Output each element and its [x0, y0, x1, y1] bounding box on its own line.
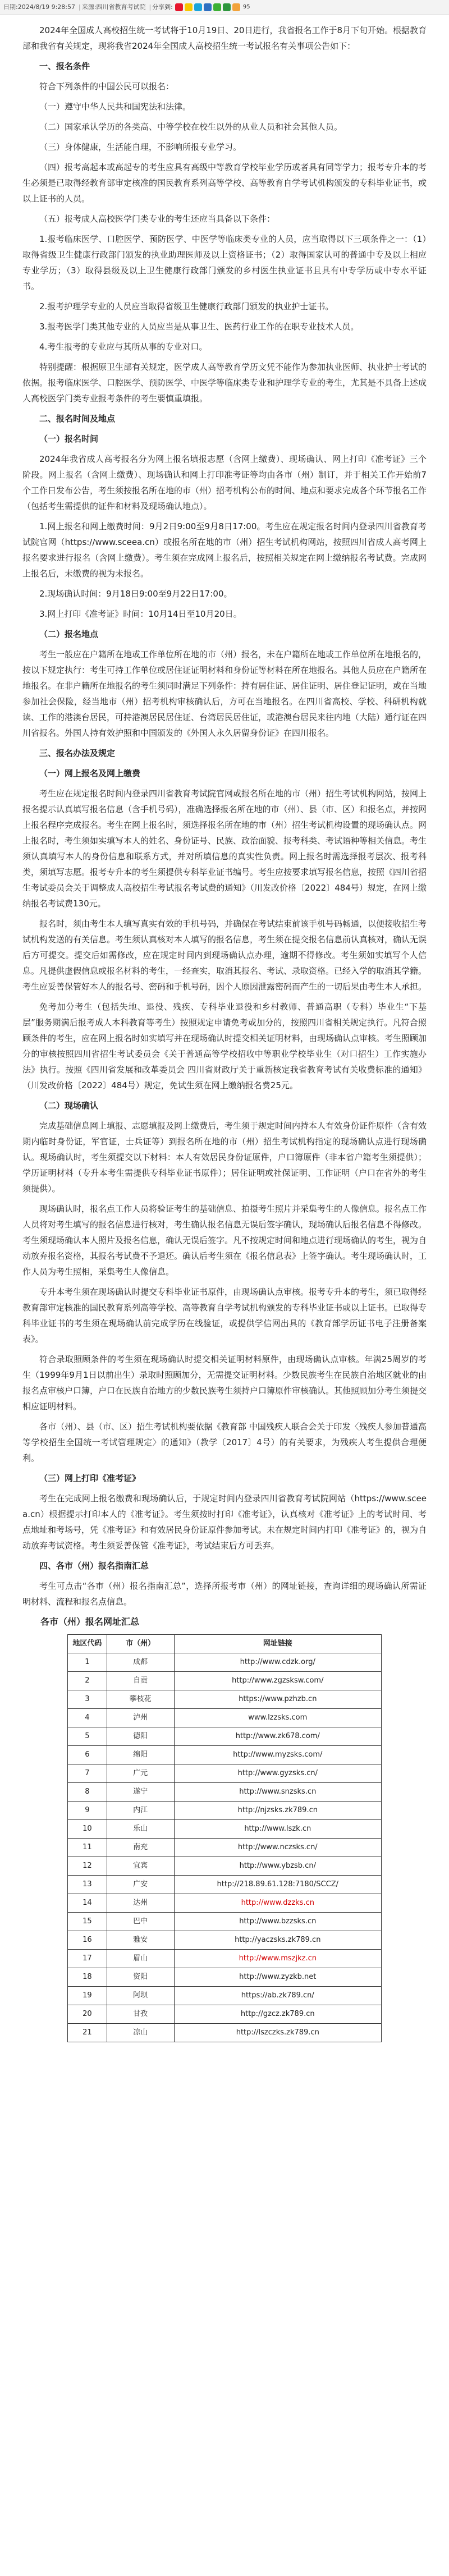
separator: | [149, 3, 152, 11]
table-row [68, 1746, 382, 1764]
table-row [68, 2024, 382, 2042]
url-link[interactable]: http://218.89.61.128:7180/SCCZ/ [174, 1876, 381, 1894]
table-row [68, 1894, 382, 1913]
section-heading: 三、报名办法及规定 [39, 748, 116, 758]
paragraph: （五）报考成人高校医学门类专业的考生还应当具备以下条件： [39, 214, 276, 224]
share-icons [175, 0, 250, 15]
region-code-cell: 6 [68, 1746, 107, 1764]
url-link[interactable]: http://www.zk678.com/ [174, 1727, 381, 1746]
table-row [68, 1968, 382, 1987]
city-cell: 自贡 [107, 1672, 174, 1690]
douban-share-icon[interactable] [223, 3, 231, 11]
region-code-cell: 1 [68, 1653, 107, 1672]
city-cell: 眉山 [107, 1950, 174, 1968]
url-link[interactable]: http://www.mszjkz.cn [174, 1950, 381, 1968]
city-cell: 宜宾 [107, 1857, 174, 1876]
paragraph: 1.网上报名和网上缴费时间：9月2日9:00至9月8日17:00。考生应在规定报名时间内登录四川省教育考试院官网（https://www.sceea.cn）或报名所在地的市（州）招生考试机构网站，按照四川省成人高考网上报名要求进行报名（含网上缴费）。考生须在完成网上报名后，按照相关规定在网上缴纳报名考试费。完成网上报名后，未缴费的视为未报名。 [22, 521, 427, 579]
city-cell: 甘孜 [107, 2005, 174, 2024]
table-row [68, 1950, 382, 1968]
url-link[interactable]: http://gzcz.zk789.cn [174, 2005, 381, 2024]
wechat-share-icon[interactable] [213, 3, 221, 11]
url-link[interactable]: www.lzzsks.com [174, 1709, 381, 1727]
table-row [68, 1653, 382, 1672]
city-cell: 攀枝花 [107, 1690, 174, 1709]
paragraph: 特别提醒：根据原卫生部有关规定，医学成人高等教育学历文凭不能作为参加执业医师、执业护士考试的依据。报考临床医学、口腔医学、预防医学、中医学等临床类专业和护理学专业的考生，尤其是不具备上述成人高校医学门类专业报考条件的考生要慎重填报。 [22, 362, 427, 404]
city-cell: 乐山 [107, 1820, 174, 1839]
table-row [68, 1690, 382, 1709]
city-cell: 绵阳 [107, 1746, 174, 1764]
table-row [68, 2005, 382, 2024]
subsection-heading: （三）网上打印《准考证》 [39, 1473, 141, 1483]
paragraph: 2024年我省成人高考报名分为网上报名填报志愿（含网上缴费）、现场确认、网上打印《准考证》三个阶段。网上报名（含网上缴费）、现场确认和网上打印准考证等均由各市（州）制订，并于相关工作开始前7个工作日发布公告，考生须按报名所在地的市（州）招考机构公布的时间、地点和要求完成各个环节报名工作（包括考生需提供的证件和材料及现场确认地点）。 [22, 454, 427, 511]
city-cell: 雅安 [107, 1931, 174, 1950]
paragraph: 2.现场确认时间：9月18日9:00至9月22日17:00。 [39, 589, 232, 599]
region-code-cell: 15 [68, 1913, 107, 1931]
city-cell: 南充 [107, 1839, 174, 1857]
paragraph: 3.网上打印《准考证》时间：10月14日至10月20日。 [39, 609, 242, 619]
region-code-cell: 18 [68, 1968, 107, 1987]
table-row [68, 1913, 382, 1931]
city-cell: 阿坝 [107, 1987, 174, 2005]
paragraph: 考生应在规定报名时间内登录四川省教育考试院官网或报名所在地的市（州）招生考试机构网站，按网上报名提示认真填写报名信息（含手机号码），准确选择报名所在地的市（州）、县（市、区）和报名点，并按网上报名程序完成报名。考生在网上报名时，须选择报名所在地的市（州）招生考试机构设置的现场确认点。网上报名时，考生须如实填写本人的姓名、身份证号、民族、政治面貌、报考科类、考试语种等相关信息。考生须认真填写本人的身份信息和联系方式，并对所填信息的真实性负责。网上报名时需选择报考层次、报考科类，须填写志愿。报考专升本的考生须提供专科毕业证书编号。考生应按要求填写报名信息，按照《四川省招生考试委员会关于调整成人高校招生考试报名考试费的通知》（川发改价格〔2022〕484号）规定，在网上缴纳报名考试费130元。 [22, 789, 427, 909]
region-code-cell: 16 [68, 1931, 107, 1950]
region-code-cell: 8 [68, 1783, 107, 1802]
region-code-cell: 12 [68, 1857, 107, 1876]
table-row [68, 1839, 382, 1857]
city-cell: 资阳 [107, 1968, 174, 1987]
region-code-cell: 3 [68, 1690, 107, 1709]
paragraph: 报名时，须由考生本人填写真实有效的手机号码，并确保在考试结束前该手机号码畅通，以便接收招生考试机构发送的有关信息。考生须认真核对本人填写的报名信息，考生须在提交报名信息前认真核对，确认无误后方可提交。提交后如需修改，应在规定时间内到现场确认点办理，逾期不得修改。考生须如实填写个人信息。凡提供虚假信息或报名材料的考生，一经查实，取消其报名、考试、录取资格。已经入学的取消其学籍。考生应妥善保管好本人的报名号、密码和手机号码，因个人原因泄露密码而产生的一切后果由考生本人承担。 [22, 919, 427, 992]
paragraph: （四）报考高起本或高起专的考生应具有高级中等教育学校毕业学历或者具有同等学力；报考专升本的考生必须是已取得经教育部审定核准的国民教育系列高等学校、高等教育自学考试机构颁发的专科毕业证书，或以上证书的人员。 [22, 162, 427, 204]
table-row [68, 1764, 382, 1783]
region-code-cell: 11 [68, 1839, 107, 1857]
table-title: 各市（州）报名网址汇总 [40, 1616, 140, 1627]
header-url: 网址链接 [174, 1635, 381, 1653]
url-link[interactable]: http://www.cdzk.org/ [174, 1653, 381, 1672]
table-row [68, 1931, 382, 1950]
paragraph: 符合录取照顾条件的考生须在现场确认时提交相关证明材料原件，由现场确认点审核。年满25周岁的考生（1999年9月1日以前出生）录取时照顾加分，无需提交证明材料。少数民族考生在民族自治地区就业的由报名点审核户口簿，户口在民族自治地方的少数民族考生须持户口簿原件审核确认。其他照顾加分考生须提交相应证明材料。 [22, 1354, 427, 1411]
separator: | [79, 3, 81, 11]
url-link[interactable]: https://ab.zk789.cn/ [174, 1987, 381, 2005]
article-body [0, 15, 449, 2065]
paragraph: （二）国家承认学历的各类高、中等学校在校生以外的从业人员和社会其他人员。 [39, 122, 343, 132]
url-link[interactable]: http://www.zgzsksw.com/ [174, 1672, 381, 1690]
article-paragraphs [22, 22, 427, 1610]
city-cell: 遂宁 [107, 1783, 174, 1802]
qzone-share-icon[interactable] [185, 3, 193, 11]
region-code-cell: 17 [68, 1950, 107, 1968]
region-code-cell: 10 [68, 1820, 107, 1839]
city-cell: 广安 [107, 1876, 174, 1894]
table-row [68, 1709, 382, 1727]
url-link[interactable]: http://njzsks.zk789.cn [174, 1802, 381, 1820]
region-code-cell: 20 [68, 2005, 107, 2024]
url-link[interactable]: http://www.nczsks.cn/ [174, 1839, 381, 1857]
region-code-cell: 2 [68, 1672, 107, 1690]
table-row [68, 1783, 382, 1802]
region-code-cell: 7 [68, 1764, 107, 1783]
subsection-heading: （二）报名地点 [39, 629, 99, 639]
paragraph: 专升本考生须在现场确认时提交专科毕业证书原件，由现场确认点审核。报考专升本的考生，须已取得经教育部审定核准的国民教育系列高等学校、高等教育自学考试机构颁发的专科毕业证书或以上证书。已取得专科毕业证书的考生须在现场确认前完成学历在线验证，或提供学信网出具的《教育部学历证书电子注册备案表》。 [22, 1287, 427, 1344]
region-code-cell: 9 [68, 1802, 107, 1820]
region-code-cell: 4 [68, 1709, 107, 1727]
share-label: 分享到: [152, 3, 173, 11]
city-cell: 凉山 [107, 2024, 174, 2042]
url-link[interactable]: http://www.dzzks.cn [174, 1894, 381, 1913]
subsection-heading: （一）网上报名及网上缴费 [39, 768, 141, 778]
header-region-code: 地区代码 [68, 1635, 107, 1653]
section-heading: 一、报名条件 [39, 61, 90, 71]
share-count: 95 [242, 3, 250, 10]
table-row [68, 1727, 382, 1746]
region-code-cell: 5 [68, 1727, 107, 1746]
city-cell: 达州 [107, 1894, 174, 1913]
paragraph: 考生可点击“各市（州）报名指南汇总”，选择所报考市（州）的网址链接，查询详细的现场确认所需证明材料、流程和报名点信息。 [22, 1581, 427, 1607]
table-row [68, 1802, 382, 1820]
table-row [68, 1820, 382, 1839]
url-link[interactable]: http://www.gyzsks.cn/ [174, 1764, 381, 1783]
publish-date: 日期:2024/8/19 9:28:57 [3, 3, 76, 11]
region-code-cell: 19 [68, 1987, 107, 2005]
url-link[interactable]: http://www.myzsks.com/ [174, 1746, 381, 1764]
table-header-row [68, 1635, 382, 1653]
tencent-weibo-share-icon[interactable] [194, 3, 202, 11]
region-code-cell: 13 [68, 1876, 107, 1894]
city-cell: 巴中 [107, 1913, 174, 1931]
city-cell: 泸州 [107, 1709, 174, 1727]
table-row [68, 1987, 382, 2005]
region-code-cell: 14 [68, 1894, 107, 1913]
article-source: 来源:四川省教育考试院 [81, 3, 146, 11]
paragraph: （一）遵守中华人民共和国宪法和法律。 [39, 102, 191, 112]
url-link[interactable]: http://www.lszk.cn [174, 1820, 381, 1839]
region-code-cell: 21 [68, 2024, 107, 2042]
paragraph: 符合下列条件的中国公民可以报名： [39, 81, 175, 91]
table-row [68, 1876, 382, 1894]
article-meta-bar [0, 0, 449, 15]
city-cell: 内江 [107, 1802, 174, 1820]
url-link[interactable]: http://www.ybzsb.cn/ [174, 1857, 381, 1876]
paragraph: 各市（州）、县（市、区）招生考试机构要依据《教育部 中国残疾人联合会关于印发〈残疾人参加普通高等学校招生全国统一考试管理规定〉的通知》（教学〔2017〕4号）的有关要求，为残疾人考生提供合理便利。 [22, 1422, 427, 1463]
url-link[interactable]: http://yaczsks.zk789.cn [174, 1931, 381, 1950]
section-heading: 二、报名时间及地点 [39, 414, 116, 424]
paragraph: 完成基础信息网上填报、志愿填报及网上缴费后，考生须于规定时间内持本人有效身份证件原件（含有效期内临时身份证，军官证，士兵证等）到报名所在地的市（州）招生考试机构指定的现场确认点进行现场确认。现场确认时，考生须提交以下材料：本人有效居民身份证原件，户口簿原件（非本省户籍考生须提供）；学历证明材料（专升本考生需提供专科毕业证书原件）；居住证明或社保证明、工作证明（户口在省外的考生须提供）。 [22, 1121, 427, 1194]
url-link[interactable]: http://www.bzzsks.cn [174, 1913, 381, 1931]
url-link[interactable]: https://www.pzhzb.cn [174, 1690, 381, 1709]
paragraph: 现场确认时，报名点工作人员将验证考生的基础信息、拍摄考生照片并采集考生的人像信息。报名点工作人员将对考生填写的报名信息进行核对，考生确认报名信息无误后签字确认，现场确认后报名信息不得修改。考生须现场确认本人照片及报名信息，确认无误后签字。凡不按规定时间和地点进行现场确认的考生，视为自动放弃报名资格，其报名考试费不予退还。确认后考生须在《报名信息表》上签字确认。考生现场确认时，工作人员为考生照相，采集考生人像信息。 [22, 1204, 427, 1277]
city-cell: 德阳 [107, 1727, 174, 1746]
subsection-heading: （一）报名时间 [39, 434, 99, 444]
url-link[interactable]: http://www.zyzkb.net [174, 1968, 381, 1987]
more-share-icon[interactable] [232, 3, 240, 11]
header-city: 市（州） [107, 1635, 174, 1653]
subsection-heading: （二）现场确认 [39, 1101, 99, 1111]
paragraph: 考生一般应在户籍所在地或工作单位所在地的市（州）报名，未在户籍所在地或工作单位所在地报名的，按以下规定执行：考生可持工作单位或居住证证明材料和身份证等材料在所在地报名。其他人员应在户籍所在地报名。在非户籍所在地报名的考生须同时满足下列条件：持有居住证、居住证明、居住登记证明，或在当地参加社会保险，经当地市（州）招考机构审核确认后，方可在当地报名。在四川省高校、学校、科研机构就读、工作的港澳台居民，可持港澳居民居住证、台湾居民居住证，或港澳台居民来往内地（大陆）通行证在四川省报名。外国人持有效护照和中国颁发的《外国人永久居留身份证》在四川报名。 [22, 649, 427, 738]
paragraph: （三）身体健康，生活能自理，不影响所报专业学习。 [39, 142, 242, 152]
city-cell: 成都 [107, 1653, 174, 1672]
city-url-table [67, 1634, 382, 2042]
table-row [68, 1672, 382, 1690]
paragraph: 2024年全国成人高校招生统一考试将于10月19日、20日进行，我省报名工作于8月下旬开始。根据教育部和我省有关规定，现将我省2024年全国成人高校招生统一考试报名有关事项公告如下： [22, 25, 427, 51]
renren-share-icon[interactable] [204, 3, 212, 11]
paragraph: 考生在完成网上报名缴费和现场确认后，于规定时间内登录四川省教育考试院网站（https://www.sceea.cn）根据提示打印本人的《准考证》。考生须按时打印《准考证》，认真核对《准考证》上的考试时间、考点地址和考场号，凭《准考证》和有效居民身份证原件参加考试。未在规定时间内打印《准考证》的，视为自动放弃考试资格。考生须妥善保管《准考证》，考试结束后方可丢弃。 [22, 1493, 427, 1551]
paragraph: 3.报考医学门类其他专业的人员应当是从事卫生、医药行业工作的在职专业技术人员。 [39, 322, 359, 332]
section-heading: 四、各市（州）报名指南汇总 [39, 1561, 149, 1571]
weibo-share-icon[interactable] [175, 3, 183, 11]
paragraph: 1.报考临床医学、口腔医学、预防医学、中医学等临床类专业的人员，应当取得以下三项条件之一：（1）取得省级卫生健康行政部门颁发的执业助理医师及以上资格证书；（2）取得国家认可的普通中专及以上相应专业学历；（3）取得县级及以上卫生健康行政部门颁发的乡村医生执业证书且具有中专学历或中专水平证书。 [22, 234, 427, 291]
table-row [68, 1857, 382, 1876]
paragraph: 4.考生报考的专业应与其所从事的专业对口。 [39, 342, 208, 352]
url-link[interactable]: http://www.snzsks.cn [174, 1783, 381, 1802]
url-link[interactable]: http://lszczks.zk789.cn [174, 2024, 381, 2042]
city-cell: 广元 [107, 1764, 174, 1783]
paragraph: 2.报考护理学专业的人员应当取得省级卫生健康行政部门颁发的执业护士证书。 [39, 301, 334, 311]
paragraph: 免考加分考生（包括失地、退役、残疾、专科毕业退役和乡村教师、普通高职（专科）毕业生“下基层”服务期满后报考成人本科教育等考生）按照规定申请免考或加分的，按照四川省相关规定执行。凡符合照顾条件的考生，应在网上报名时如实填写并在现场确认时提交相关证明材料，由现场确认点审核。考生照顾加分的审核按照四川省招生考试委员会《关于普通高等学校招收中等职业学校毕业生（对口招生）工作实施办法》执行。按照《四川省发展和改革委员会 四川省财政厅关于重新核定我省教育考试有关收费标准的通知》（川发改价格〔2022〕484号）规定，免试生须在网上缴纳报名费25元。 [22, 1002, 427, 1090]
